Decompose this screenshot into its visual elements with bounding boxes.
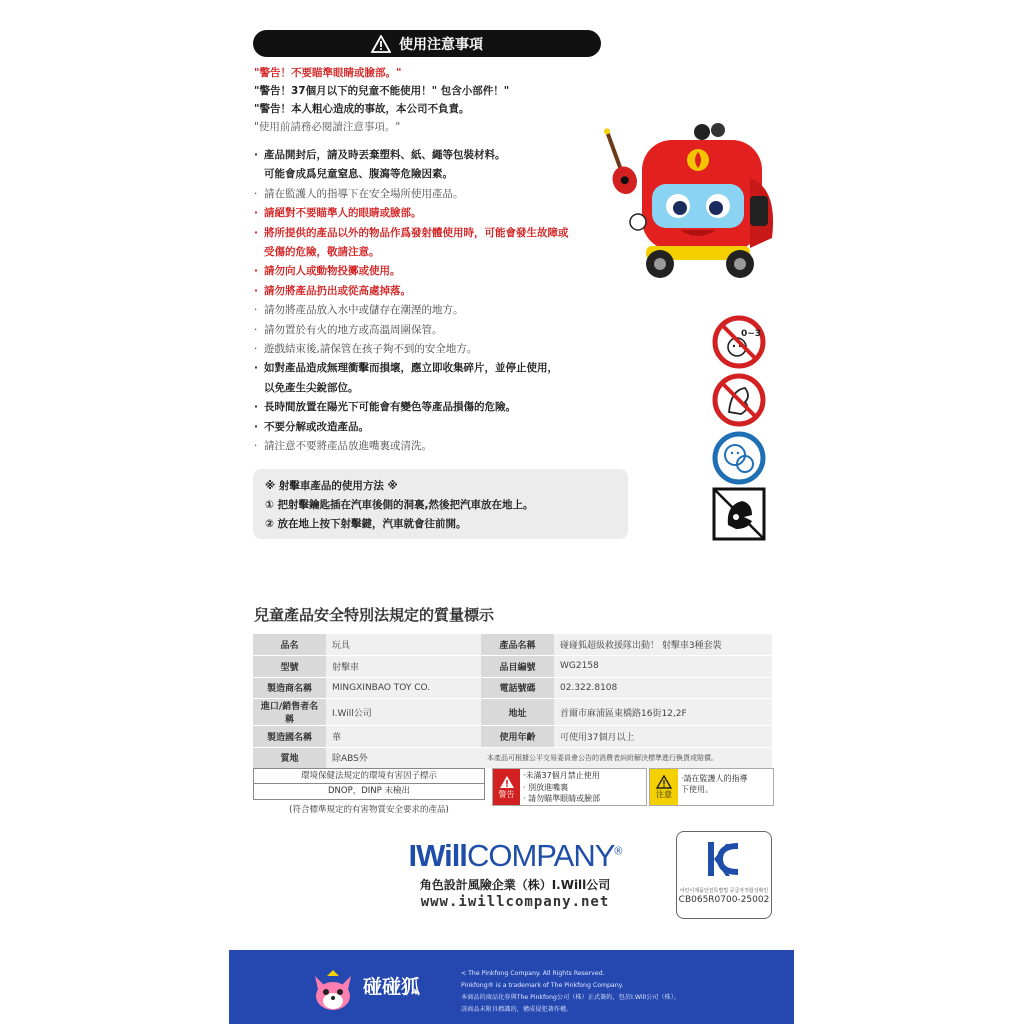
precaution-item <box>254 204 634 223</box>
spec-key: 地址 <box>481 699 554 726</box>
bullet: · <box>254 284 258 297</box>
company-url: www.iwillcompany.net <box>420 894 610 910</box>
bullet: · <box>254 401 258 414</box>
spec-key: 型號 <box>253 656 326 678</box>
bullet: · <box>254 362 258 375</box>
precaution-item <box>254 282 634 301</box>
env-detail: DNOP，DINP 未檢出 <box>253 784 485 800</box>
spec-row <box>253 699 772 726</box>
spec-key: 製造國名稱 <box>253 726 326 748</box>
no-mouth-icon <box>711 372 767 428</box>
company-name: 角色設計風險企業（株）I.Will公司 <box>419 878 611 892</box>
product-spec-table <box>253 634 772 769</box>
spec-value: 02.322.8108 <box>554 677 772 699</box>
caution-label <box>649 768 774 806</box>
precaution-text: 請勿將產品放入水中或儲存在潮溼的地方。 <box>264 304 464 317</box>
spec-key: 使用年齡 <box>481 726 554 748</box>
precaution-text: 請勿向人或動物投擲或使用。 <box>264 265 401 278</box>
spec-value: 華 <box>326 726 481 748</box>
precaution-item <box>254 437 634 456</box>
precaution-item <box>254 165 634 184</box>
spec-value: 可使用37個月以上 <box>554 726 772 748</box>
bullet: · <box>254 187 258 200</box>
bullet: · <box>254 265 258 278</box>
spec-value: WG2158 <box>554 656 772 678</box>
bullet: · <box>254 343 258 356</box>
precaution-item <box>254 359 634 378</box>
precaution-item <box>254 146 634 165</box>
precaution-item <box>254 224 634 243</box>
bullet: · <box>254 304 258 317</box>
precaution-text: 受傷的危險，敬請注意。 <box>264 246 380 259</box>
kc-caption: 어린이제품안전특별법 공급자적합성확인 <box>679 888 769 894</box>
precaution-text: 將所提供的產品以外的物品作爲發射體使用時，可能會發生故障或 <box>264 226 569 239</box>
company-logo-block <box>400 838 630 910</box>
precaution-list <box>254 146 634 457</box>
spec-section-title: 兒童產品安全特別法規定的質量標示 <box>254 606 495 624</box>
precaution-text: 遊戲結束後,請保管在孩子夠不到的安全地方。 <box>264 343 478 356</box>
spec-row <box>253 747 772 769</box>
no-under-3-icon <box>711 314 767 370</box>
spec-key: 進口/銷售者名稱 <box>253 699 326 726</box>
bullet <box>254 165 264 184</box>
precaution-item <box>254 185 634 204</box>
warning-icon <box>499 775 515 789</box>
usage-step: ① 把射擊鑰匙插在汽車後側的洞裏,然後把汽車放在地上。 <box>265 499 534 511</box>
precaution-item <box>254 262 634 281</box>
bullet: · <box>254 149 258 161</box>
spec-value: MINGXINBAO TOY CO. <box>326 677 481 699</box>
precaution-text: 不要分解或改造產品。 <box>264 420 369 433</box>
precaution-item <box>254 321 634 340</box>
warning-line: "使用前請務必閱讀注意事項。" <box>254 121 401 133</box>
spec-value: 玩具 <box>326 634 481 656</box>
bullet <box>254 243 264 262</box>
precaution-text: 請勿置於有火的地方或高溫周圍保管。 <box>264 323 443 336</box>
spec-key: 製造商名稱 <box>253 677 326 699</box>
company-logo: IWillCOMPANY® <box>408 838 622 873</box>
spec-key: 品名 <box>253 634 326 656</box>
age-label: 0~3 <box>741 329 762 339</box>
spec-row <box>253 656 772 678</box>
kc-code: CB065R0700-25002 <box>678 895 770 905</box>
env-hazard-box <box>253 768 485 815</box>
precaution-text: 請勿將產品扔出或從高處掉落。 <box>264 284 411 297</box>
bullet: · <box>254 440 258 453</box>
spec-row <box>253 677 772 699</box>
footer-line: Pinkfong® is a trademark of The Pinkfong Company. <box>461 982 624 989</box>
precaution-text: 以免產生尖銳部位。 <box>264 381 359 394</box>
precaution-item <box>254 340 634 359</box>
spec-value: 首爾市麻浦區東橋路16街12,2F <box>554 699 772 726</box>
precaution-text: 請在監護人的指導下在安全場所使用產品。 <box>264 187 464 200</box>
warning-label <box>492 768 647 806</box>
precaution-item <box>254 243 634 262</box>
precaution-text: 產品開封后，請及時丟棄塑料、紙、繩等包裝材料。 <box>264 149 506 161</box>
spec-key: 產品名稱 <box>481 634 554 656</box>
spec-note: 本產品可根據公平交易委員會公告的消費者糾紛解決標準進行換貨或賠償。 <box>481 747 772 769</box>
kc-mark-icon <box>704 838 744 882</box>
warning-label-line: ·未滿37個月禁止使用 <box>523 771 600 780</box>
warning-line: "警告！本人粗心造成的事故，本公司不負責。 <box>254 103 470 115</box>
env-footnote: (符合標準規定的有害物質安全要求的產品) <box>289 805 449 815</box>
kc-certification-box <box>676 831 772 919</box>
precaution-text: 可能會成爲兒童窒息、腹瀉等危險因素。 <box>264 168 453 181</box>
caution-tag-text: 注意 <box>656 789 672 799</box>
precaution-text: 請絕對不要瞄準人的眼睛或臉部。 <box>264 207 422 220</box>
footer-banner <box>229 950 794 1024</box>
warning-tag-text: 警告 <box>498 789 515 799</box>
pinkfong-fox-icon <box>309 966 357 1014</box>
spec-row <box>253 634 772 656</box>
bullet: · <box>254 226 258 239</box>
bullet <box>254 379 264 398</box>
warning-label-line: · 別放進嘴裏 <box>523 782 569 792</box>
bullet: · <box>254 323 258 336</box>
env-title: 環境保健法規定的環境有害因子標示 <box>253 768 485 784</box>
bullet: · <box>254 420 258 433</box>
section-header <box>253 30 601 57</box>
warning-tag <box>493 769 520 805</box>
precaution-item <box>254 418 634 437</box>
caution-icon <box>656 775 672 789</box>
caution-label-line: 下使用。 <box>681 785 713 794</box>
supervision-icon <box>711 430 767 486</box>
spec-key: 品目編號 <box>481 656 554 678</box>
precaution-text: 請注意不要將產品放進嘴裏或清洗。 <box>264 440 432 453</box>
warning-icon <box>371 35 391 53</box>
precaution-item <box>254 398 634 417</box>
footer-copyright <box>461 968 781 1016</box>
footer-line: < The Pinkfong Company. All Rights Reserved. <box>461 970 605 977</box>
caution-tag <box>650 769 678 805</box>
spec-value: 射擊車 <box>326 656 481 678</box>
warning-line: "警告！37個月以下的兒童不能使用！" 包含小部件！" <box>254 85 510 97</box>
spec-value: I.Will公司 <box>326 699 481 726</box>
warning-label-line: · 請勿瞄準眼睛或臉部 <box>523 794 601 803</box>
usage-instructions-box <box>253 469 628 539</box>
usage-title: ※ 射擊車產品的使用方法 ※ <box>265 480 398 492</box>
footer-line: 該商品未附具標識的，構成侵犯著作權。 <box>461 1006 573 1013</box>
precaution-text: 長時間放置在陽光下可能會有變色等產品損傷的危險。 <box>264 401 516 414</box>
small-parts-choking-icon <box>712 487 766 541</box>
footer-brand: 碰碰狐 <box>363 976 421 998</box>
precaution-item <box>254 301 634 320</box>
spec-row <box>253 726 772 748</box>
spec-key: 電話號碼 <box>481 677 554 699</box>
footer-line: 本商品的商品化券與The Pinkfong公司（株）正式簽約，包於I.Will公司（株）。 <box>461 994 680 1001</box>
spec-value: 除ABS外 <box>326 747 481 769</box>
caution-label-line: ·請在監護人的指導 <box>681 774 748 783</box>
precaution-text: 如對產品造成無理衝擊而損壞，應立即收集碎片，並停止使用， <box>264 362 558 375</box>
spec-key: 質地 <box>253 747 326 769</box>
fire-truck-character-illustration <box>600 118 785 288</box>
precaution-item <box>254 379 634 398</box>
warning-line: "警告！不要瞄準眼睛或臉部。" <box>254 67 402 79</box>
bullet: · <box>254 207 258 220</box>
spec-value: 碰碰狐超級救援隊出動！ 射擊車3種套裝 <box>554 634 772 656</box>
header-title: 使用注意事項 <box>399 36 483 53</box>
usage-step: ② 放在地上按下射擊鍵，汽車就會往前開。 <box>265 518 467 530</box>
